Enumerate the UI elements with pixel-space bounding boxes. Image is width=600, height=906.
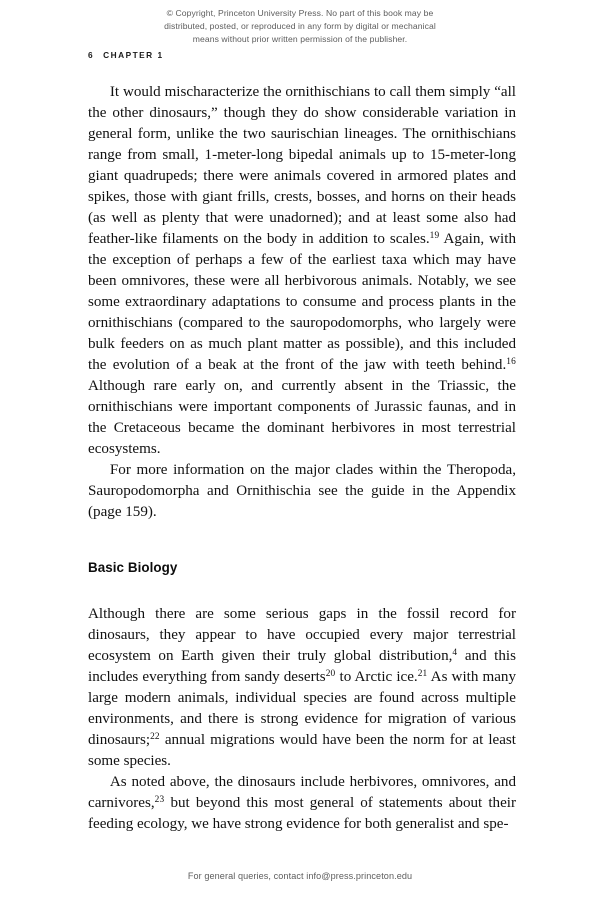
paragraph-text-segment: Although rare early on, and currently absent in the Triassic, the ornithischians were important components of Jurassic faunas, and in the Cretaceous became the dominant herbivores in most terrestrial ecosystems. (88, 378, 516, 457)
paragraph-ornithischians (88, 82, 516, 460)
paragraph-fossil-record (88, 604, 516, 772)
paragraph-text-segment: As noted above, the dinosaurs include herbivores, omnivores, and carnivores, (88, 774, 516, 811)
footnote-marker-21: 21 (417, 669, 428, 680)
page-number: 6 (88, 50, 95, 60)
copyright-line-1: © Copyright, Princeton University Press. No part of this book may be (166, 8, 434, 18)
copyright-line-3: means without prior written permission of the publisher. (192, 33, 408, 44)
footnote-marker-19: 19 (429, 231, 440, 242)
running-head (88, 50, 164, 60)
chapter-label: CHAPTER 1 (103, 50, 164, 60)
paragraph-text-segment: Again, with the exception of perhaps a few of the earliest taxa which may have been omnivores, these were all herbivorous animals. Notably, we see some extraordinary adaptations to consume and process plants in the ornithischians (compared to the sauropodomorphs, who largely were bulk feeders on as much plant matter as possible), and this included the evolution of a beak at the front of the jaw with teeth behind. (88, 231, 516, 373)
footnote-marker-20: 20 (325, 669, 336, 680)
footnote-marker-23: 23 (154, 795, 165, 806)
paragraph-text-segment: It would mischaracterize the ornithischians to call them simply “all the other dinosaurs,” though they do show considerable variation in general form, unlike the two saurischian lineages. The ornithischians range from small, 1-meter-long bipedal animals up to 15-meter-long giant quadrupeds; there were animals covered in armored plates and spikes, those with giant frills, crests, bosses, and horns on their heads (as well as plenty that were unadorned); and at least some also had feather-like filaments on the body in addition to scales. (88, 84, 516, 247)
page-footer-queries: For general queries, contact info@press.princeton.edu (187, 871, 413, 881)
copyright-notice (0, 7, 600, 45)
footnote-marker-4: 4 (452, 648, 458, 659)
paragraph-text-segment: annual migrations would have been the norm for at least some species. (88, 732, 516, 769)
paragraph-text-segment: but beyond this most general of statements about their feeding ecology, we have strong evidence for both generalist and spe- (88, 795, 516, 832)
footnote-marker-16: 16 (506, 357, 516, 368)
copyright-line-2: distributed, posted, or reproduced in any form by digital or mechanical (164, 20, 436, 31)
spacer-above-heading (88, 523, 516, 559)
paragraph-text-segment: and this includes everything from sandy deserts (88, 648, 516, 685)
footnote-marker-22: 22 (150, 732, 160, 743)
paragraph-appendix-reference: For more information on the major clades within the Theropoda, Sauropodomorpha and Ornithischia see the guide in the Appendix (page 159). (88, 462, 516, 520)
paragraph-feeding-ecology (88, 772, 516, 835)
spacer-below-heading (88, 577, 516, 604)
paragraph-text-segment: Although there are some serious gaps in the fossil record for dinosaurs, they appear to have occupied every major terrestrial ecosystem on Earth given their truly global distribution, (88, 606, 516, 664)
paragraph-text-segment: As with many large modern animals, individual species are found across multiple environments, and there is strong evidence for migration of various dinosaurs; (88, 669, 517, 748)
body-text-column (88, 82, 516, 835)
paragraph-text-segment: to Arctic ice. (335, 669, 418, 685)
section-heading-basic-biology: Basic Biology (88, 560, 178, 575)
